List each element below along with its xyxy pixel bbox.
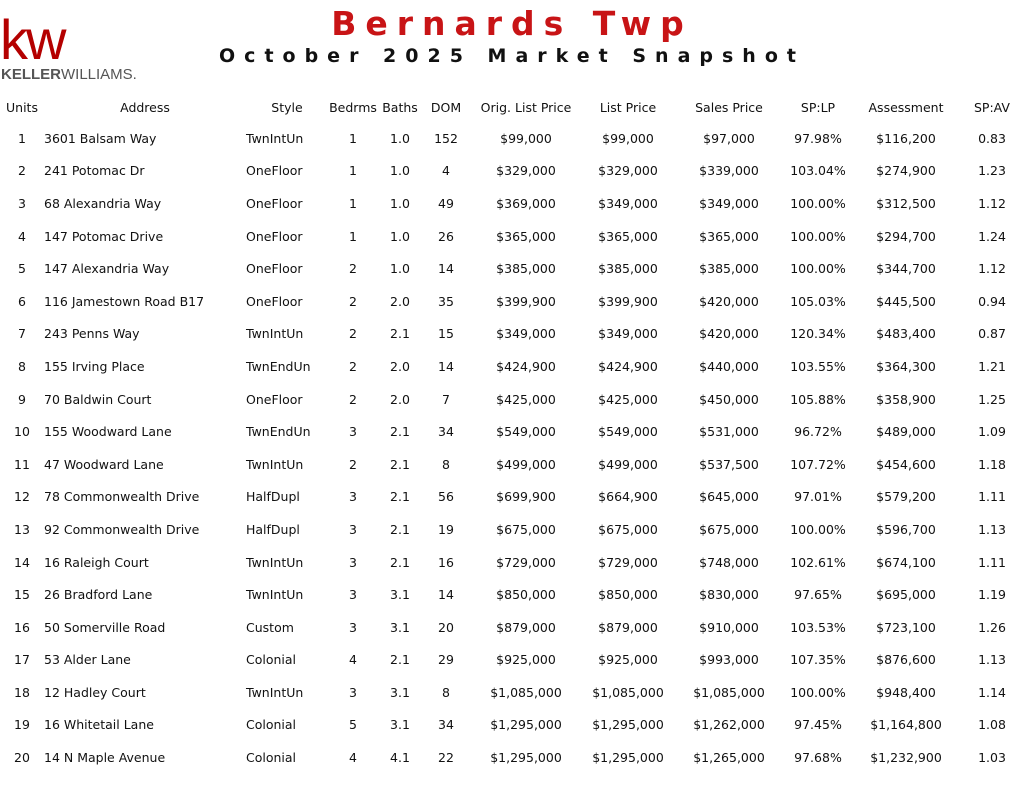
address-cell: 92 Commonwealth Drive xyxy=(44,521,200,537)
sales-price-cell: $910,000 xyxy=(699,619,759,635)
orig-list-price-cell: $424,900 xyxy=(496,358,556,374)
table-row xyxy=(0,350,1024,383)
assessment-cell: $364,300 xyxy=(876,358,936,374)
unit-number-cell: 2 xyxy=(18,163,26,179)
address-cell: 78 Commonwealth Drive xyxy=(44,489,200,505)
sales-price-cell: $365,000 xyxy=(699,228,759,244)
bedrooms-cell: 1 xyxy=(349,130,357,146)
unit-number-cell: 11 xyxy=(14,456,30,472)
sales-price-cell: $450,000 xyxy=(699,391,759,407)
bedrooms-cell: 4 xyxy=(349,750,357,766)
baths-cell: 2.1 xyxy=(390,521,410,537)
bedrooms-cell: 1 xyxy=(349,163,357,179)
column-header-dom: DOM xyxy=(430,99,462,115)
days-on-market-cell: 16 xyxy=(438,554,454,570)
baths-cell: 1.0 xyxy=(390,228,410,244)
baths-cell: 2.0 xyxy=(390,391,410,407)
unit-number-cell: 17 xyxy=(14,652,30,668)
bedrooms-cell: 2 xyxy=(349,326,357,342)
sp-av-ratio-cell: 1.08 xyxy=(978,717,1006,733)
assessment-cell: $483,400 xyxy=(876,326,936,342)
baths-cell: 1.0 xyxy=(390,130,410,146)
days-on-market-cell: 15 xyxy=(438,326,454,342)
table-row xyxy=(0,481,1024,514)
sales-price-cell: $1,262,000 xyxy=(693,717,765,733)
sp-lp-ratio-cell: 97.45% xyxy=(794,717,842,733)
sp-av-ratio-cell: 1.12 xyxy=(978,195,1006,211)
list-price-cell: $499,000 xyxy=(598,456,658,472)
orig-list-price-cell: $349,000 xyxy=(496,326,556,342)
unit-number-cell: 7 xyxy=(18,326,26,342)
bedrooms-cell: 2 xyxy=(349,261,357,277)
orig-list-price-cell: $549,000 xyxy=(496,424,556,440)
table-row xyxy=(0,513,1024,546)
orig-list-price-cell: $385,000 xyxy=(496,261,556,277)
list-price-cell: $925,000 xyxy=(598,652,658,668)
sp-lp-ratio-cell: 100.00% xyxy=(790,521,846,537)
days-on-market-cell: 14 xyxy=(438,261,454,277)
sp-av-ratio-cell: 1.03 xyxy=(978,750,1006,766)
sp-lp-ratio-cell: 97.68% xyxy=(794,750,842,766)
column-header-orig-list-price: Orig. List Price xyxy=(480,99,572,115)
sp-lp-ratio-cell: 105.88% xyxy=(790,391,846,407)
sp-lp-ratio-cell: 97.98% xyxy=(794,130,842,146)
sp-av-ratio-cell: 0.94 xyxy=(978,293,1006,309)
days-on-market-cell: 20 xyxy=(438,619,454,635)
sales-price-cell: $993,000 xyxy=(699,652,759,668)
sp-av-ratio-cell: 1.13 xyxy=(978,652,1006,668)
sales-price-cell: $420,000 xyxy=(699,293,759,309)
assessment-cell: $948,400 xyxy=(876,684,936,700)
list-price-cell: $850,000 xyxy=(598,587,658,603)
assessment-cell: $489,000 xyxy=(876,424,936,440)
wordmark-williams: WILLIAMS. xyxy=(61,66,137,83)
unit-number-cell: 18 xyxy=(14,684,30,700)
list-price-cell: $385,000 xyxy=(598,261,658,277)
list-price-cell: $349,000 xyxy=(598,326,658,342)
list-price-cell: $399,900 xyxy=(598,293,658,309)
style-cell: HalfDupl xyxy=(246,521,300,537)
sales-price-cell: $1,265,000 xyxy=(693,750,765,766)
unit-number-cell: 9 xyxy=(18,391,26,407)
assessment-cell: $1,164,800 xyxy=(870,717,942,733)
style-cell: Custom xyxy=(246,619,294,635)
sp-av-ratio-cell: 1.09 xyxy=(978,424,1006,440)
sp-av-ratio-cell: 0.83 xyxy=(978,130,1006,146)
baths-cell: 4.1 xyxy=(390,750,410,766)
list-price-cell: $664,900 xyxy=(598,489,658,505)
baths-cell: 2.0 xyxy=(390,358,410,374)
orig-list-price-cell: $99,000 xyxy=(500,130,552,146)
orig-list-price-cell: $699,900 xyxy=(496,489,556,505)
address-cell: 16 Raleigh Court xyxy=(44,554,149,570)
list-price-cell: $1,295,000 xyxy=(592,750,664,766)
address-cell: 147 Alexandria Way xyxy=(44,261,170,277)
unit-number-cell: 14 xyxy=(14,554,30,570)
unit-number-cell: 16 xyxy=(14,619,30,635)
list-price-cell: $424,900 xyxy=(598,358,658,374)
table-row xyxy=(0,611,1024,644)
style-cell: OneFloor xyxy=(246,261,303,277)
style-cell: TwnEndUn xyxy=(246,358,311,374)
style-cell: TwnEndUn xyxy=(246,424,311,440)
baths-cell: 1.0 xyxy=(390,261,410,277)
days-on-market-cell: 34 xyxy=(438,424,454,440)
sp-av-ratio-cell: 1.24 xyxy=(978,228,1006,244)
kw-logo-mark: kw xyxy=(0,8,65,71)
bedrooms-cell: 2 xyxy=(349,391,357,407)
sp-lp-ratio-cell: 107.35% xyxy=(790,652,846,668)
bedrooms-cell: 3 xyxy=(349,587,357,603)
assessment-cell: $344,700 xyxy=(876,261,936,277)
unit-number-cell: 8 xyxy=(18,358,26,374)
table-row xyxy=(0,252,1024,285)
column-header-address: Address xyxy=(120,99,170,115)
orig-list-price-cell: $425,000 xyxy=(496,391,556,407)
sp-av-ratio-cell: 1.12 xyxy=(978,261,1006,277)
assessment-cell: $674,100 xyxy=(876,554,936,570)
page-title: Bernards Twp xyxy=(331,4,693,43)
style-cell: OneFloor xyxy=(246,391,303,407)
sp-av-ratio-cell: 1.26 xyxy=(978,619,1006,635)
sales-price-cell: $537,500 xyxy=(699,456,759,472)
list-price-cell: $675,000 xyxy=(598,521,658,537)
sp-lp-ratio-cell: 107.72% xyxy=(790,456,846,472)
column-header-baths: Baths xyxy=(382,99,418,115)
style-cell: TwnIntUn xyxy=(246,456,304,472)
assessment-cell: $454,600 xyxy=(876,456,936,472)
column-header-units: Units xyxy=(6,99,38,115)
sp-lp-ratio-cell: 105.03% xyxy=(790,293,846,309)
address-cell: 50 Somerville Road xyxy=(44,619,166,635)
page-subtitle: October 2025 Market Snapshot xyxy=(219,45,805,67)
baths-cell: 1.0 xyxy=(390,163,410,179)
orig-list-price-cell: $369,000 xyxy=(496,195,556,211)
column-header-sales-price: Sales Price xyxy=(695,99,763,115)
style-cell: Colonial xyxy=(246,750,297,766)
days-on-market-cell: 14 xyxy=(438,358,454,374)
bedrooms-cell: 1 xyxy=(349,195,357,211)
sp-lp-ratio-cell: 103.04% xyxy=(790,163,846,179)
sp-av-ratio-cell: 1.23 xyxy=(978,163,1006,179)
style-cell: OneFloor xyxy=(246,293,303,309)
orig-list-price-cell: $329,000 xyxy=(496,163,556,179)
list-price-cell: $365,000 xyxy=(598,228,658,244)
bedrooms-cell: 3 xyxy=(349,554,357,570)
sales-price-cell: $420,000 xyxy=(699,326,759,342)
assessment-cell: $723,100 xyxy=(876,619,936,635)
table-row xyxy=(0,578,1024,611)
sp-lp-ratio-cell: 103.53% xyxy=(790,619,846,635)
bedrooms-cell: 4 xyxy=(349,652,357,668)
table-row xyxy=(0,644,1024,677)
table-row xyxy=(0,122,1024,155)
sp-lp-ratio-cell: 100.00% xyxy=(790,228,846,244)
table-row xyxy=(0,415,1024,448)
bedrooms-cell: 2 xyxy=(349,293,357,309)
address-cell: 3601 Balsam Way xyxy=(44,130,157,146)
days-on-market-cell: 19 xyxy=(438,521,454,537)
sp-lp-ratio-cell: 102.61% xyxy=(790,554,846,570)
unit-number-cell: 1 xyxy=(18,130,26,146)
sales-price-cell: $385,000 xyxy=(699,261,759,277)
table-row xyxy=(0,318,1024,351)
bedrooms-cell: 3 xyxy=(349,489,357,505)
sales-price-cell: $531,000 xyxy=(699,424,759,440)
table-header-row xyxy=(0,92,1024,122)
unit-number-cell: 5 xyxy=(18,261,26,277)
address-cell: 47 Woodward Lane xyxy=(44,456,164,472)
style-cell: TwnIntUn xyxy=(246,554,304,570)
sp-lp-ratio-cell: 97.65% xyxy=(794,587,842,603)
sp-lp-ratio-cell: 100.00% xyxy=(790,684,846,700)
list-price-cell: $1,295,000 xyxy=(592,717,664,733)
sales-price-cell: $339,000 xyxy=(699,163,759,179)
sales-price-cell: $349,000 xyxy=(699,195,759,211)
style-cell: HalfDupl xyxy=(246,489,300,505)
unit-number-cell: 4 xyxy=(18,228,26,244)
days-on-market-cell: 35 xyxy=(438,293,454,309)
list-price-cell: $879,000 xyxy=(598,619,658,635)
unit-number-cell: 10 xyxy=(14,424,30,440)
table-row xyxy=(0,285,1024,318)
bedrooms-cell: 3 xyxy=(349,619,357,635)
sales-price-cell: $748,000 xyxy=(699,554,759,570)
orig-list-price-cell: $499,000 xyxy=(496,456,556,472)
table-body xyxy=(0,122,1024,774)
address-cell: 155 Irving Place xyxy=(44,358,145,374)
sp-av-ratio-cell: 1.21 xyxy=(978,358,1006,374)
days-on-market-cell: 26 xyxy=(438,228,454,244)
assessment-cell: $596,700 xyxy=(876,521,936,537)
orig-list-price-cell: $879,000 xyxy=(496,619,556,635)
sp-av-ratio-cell: 1.19 xyxy=(978,587,1006,603)
address-cell: 16 Whitetail Lane xyxy=(44,717,154,733)
days-on-market-cell: 56 xyxy=(438,489,454,505)
sales-price-cell: $675,000 xyxy=(699,521,759,537)
unit-number-cell: 3 xyxy=(18,195,26,211)
address-cell: 70 Baldwin Court xyxy=(44,391,152,407)
days-on-market-cell: 14 xyxy=(438,587,454,603)
orig-list-price-cell: $399,900 xyxy=(496,293,556,309)
list-price-cell: $349,000 xyxy=(598,195,658,211)
baths-cell: 2.1 xyxy=(390,554,410,570)
unit-number-cell: 20 xyxy=(14,750,30,766)
style-cell: OneFloor xyxy=(246,228,303,244)
table-row xyxy=(0,220,1024,253)
sales-price-cell: $645,000 xyxy=(699,489,759,505)
baths-cell: 2.1 xyxy=(390,456,410,472)
style-cell: OneFloor xyxy=(246,163,303,179)
sp-av-ratio-cell: 1.14 xyxy=(978,684,1006,700)
style-cell: TwnIntUn xyxy=(246,587,304,603)
assessment-cell: $695,000 xyxy=(876,587,936,603)
baths-cell: 3.1 xyxy=(390,717,410,733)
market-snapshot-table xyxy=(0,92,1024,774)
baths-cell: 2.1 xyxy=(390,424,410,440)
style-cell: TwnIntUn xyxy=(246,130,304,146)
list-price-cell: $99,000 xyxy=(602,130,654,146)
table-row xyxy=(0,155,1024,188)
sp-lp-ratio-cell: 120.34% xyxy=(790,326,846,342)
orig-list-price-cell: $850,000 xyxy=(496,587,556,603)
keller-williams-wordmark xyxy=(1,67,137,83)
assessment-cell: $579,200 xyxy=(876,489,936,505)
orig-list-price-cell: $675,000 xyxy=(496,521,556,537)
assessment-cell: $312,500 xyxy=(876,195,936,211)
sales-price-cell: $830,000 xyxy=(699,587,759,603)
list-price-cell: $549,000 xyxy=(598,424,658,440)
style-cell: Colonial xyxy=(246,717,297,733)
unit-number-cell: 12 xyxy=(14,489,30,505)
table-row xyxy=(0,546,1024,579)
column-header-sp-av: SP:AV xyxy=(974,99,1010,115)
orig-list-price-cell: $729,000 xyxy=(496,554,556,570)
days-on-market-cell: 8 xyxy=(442,684,450,700)
orig-list-price-cell: $1,295,000 xyxy=(490,750,562,766)
unit-number-cell: 6 xyxy=(18,293,26,309)
baths-cell: 2.0 xyxy=(390,293,410,309)
assessment-cell: $274,900 xyxy=(876,163,936,179)
address-cell: 26 Bradford Lane xyxy=(44,587,153,603)
assessment-cell: $358,900 xyxy=(876,391,936,407)
sp-av-ratio-cell: 1.18 xyxy=(978,456,1006,472)
assessment-cell: $116,200 xyxy=(876,130,936,146)
baths-cell: 3.1 xyxy=(390,587,410,603)
assessment-cell: $1,232,900 xyxy=(870,750,942,766)
assessment-cell: $294,700 xyxy=(876,228,936,244)
address-cell: 243 Penns Way xyxy=(44,326,140,342)
sales-price-cell: $97,000 xyxy=(703,130,755,146)
address-cell: 147 Potomac Drive xyxy=(44,228,164,244)
days-on-market-cell: 4 xyxy=(442,163,450,179)
table-row xyxy=(0,676,1024,709)
bedrooms-cell: 5 xyxy=(349,717,357,733)
orig-list-price-cell: $1,085,000 xyxy=(490,684,562,700)
days-on-market-cell: 49 xyxy=(438,195,454,211)
column-header-style: Style xyxy=(271,99,303,115)
sp-lp-ratio-cell: 100.00% xyxy=(790,261,846,277)
baths-cell: 1.0 xyxy=(390,195,410,211)
sp-av-ratio-cell: 1.11 xyxy=(978,489,1006,505)
column-header-sp-lp: SP:LP xyxy=(800,99,836,115)
column-header-assessment: Assessment xyxy=(868,99,944,115)
address-cell: 53 Alder Lane xyxy=(44,652,131,668)
sp-lp-ratio-cell: 96.72% xyxy=(794,424,842,440)
assessment-cell: $876,600 xyxy=(876,652,936,668)
baths-cell: 3.1 xyxy=(390,619,410,635)
sp-lp-ratio-cell: 103.55% xyxy=(790,358,846,374)
list-price-cell: $729,000 xyxy=(598,554,658,570)
sp-av-ratio-cell: 1.11 xyxy=(978,554,1006,570)
bedrooms-cell: 2 xyxy=(349,456,357,472)
unit-number-cell: 15 xyxy=(14,587,30,603)
style-cell: TwnIntUn xyxy=(246,326,304,342)
address-cell: 14 N Maple Avenue xyxy=(44,750,166,766)
wordmark-keller: KELLER xyxy=(1,66,61,83)
assessment-cell: $445,500 xyxy=(876,293,936,309)
table-row xyxy=(0,187,1024,220)
list-price-cell: $329,000 xyxy=(598,163,658,179)
address-cell: 12 Hadley Court xyxy=(44,684,146,700)
days-on-market-cell: 152 xyxy=(434,130,458,146)
days-on-market-cell: 8 xyxy=(442,456,450,472)
column-header-bedrms: Bedrms xyxy=(329,99,377,115)
sp-lp-ratio-cell: 97.01% xyxy=(794,489,842,505)
baths-cell: 2.1 xyxy=(390,326,410,342)
orig-list-price-cell: $925,000 xyxy=(496,652,556,668)
baths-cell: 3.1 xyxy=(390,684,410,700)
table-row xyxy=(0,741,1024,774)
style-cell: Colonial xyxy=(246,652,297,668)
style-cell: TwnIntUn xyxy=(246,684,304,700)
bedrooms-cell: 1 xyxy=(349,228,357,244)
list-price-cell: $425,000 xyxy=(598,391,658,407)
address-cell: 68 Alexandria Way xyxy=(44,195,162,211)
address-cell: 155 Woodward Lane xyxy=(44,424,172,440)
bedrooms-cell: 3 xyxy=(349,424,357,440)
table-row xyxy=(0,448,1024,481)
table-row xyxy=(0,383,1024,416)
unit-number-cell: 19 xyxy=(14,717,30,733)
sales-price-cell: $440,000 xyxy=(699,358,759,374)
unit-number-cell: 13 xyxy=(14,521,30,537)
days-on-market-cell: 34 xyxy=(438,717,454,733)
baths-cell: 2.1 xyxy=(390,652,410,668)
style-cell: OneFloor xyxy=(246,195,303,211)
sp-av-ratio-cell: 1.25 xyxy=(978,391,1006,407)
sp-lp-ratio-cell: 100.00% xyxy=(790,195,846,211)
bedrooms-cell: 2 xyxy=(349,358,357,374)
address-cell: 116 Jamestown Road B17 xyxy=(44,293,205,309)
bedrooms-cell: 3 xyxy=(349,521,357,537)
orig-list-price-cell: $365,000 xyxy=(496,228,556,244)
bedrooms-cell: 3 xyxy=(349,684,357,700)
address-cell: 241 Potomac Dr xyxy=(44,163,145,179)
days-on-market-cell: 29 xyxy=(438,652,454,668)
sales-price-cell: $1,085,000 xyxy=(693,684,765,700)
list-price-cell: $1,085,000 xyxy=(592,684,664,700)
sp-av-ratio-cell: 0.87 xyxy=(978,326,1006,342)
days-on-market-cell: 22 xyxy=(438,750,454,766)
days-on-market-cell: 7 xyxy=(442,391,450,407)
baths-cell: 2.1 xyxy=(390,489,410,505)
table-row xyxy=(0,709,1024,742)
orig-list-price-cell: $1,295,000 xyxy=(490,717,562,733)
sp-av-ratio-cell: 1.13 xyxy=(978,521,1006,537)
column-header-list-price: List Price xyxy=(599,99,657,115)
